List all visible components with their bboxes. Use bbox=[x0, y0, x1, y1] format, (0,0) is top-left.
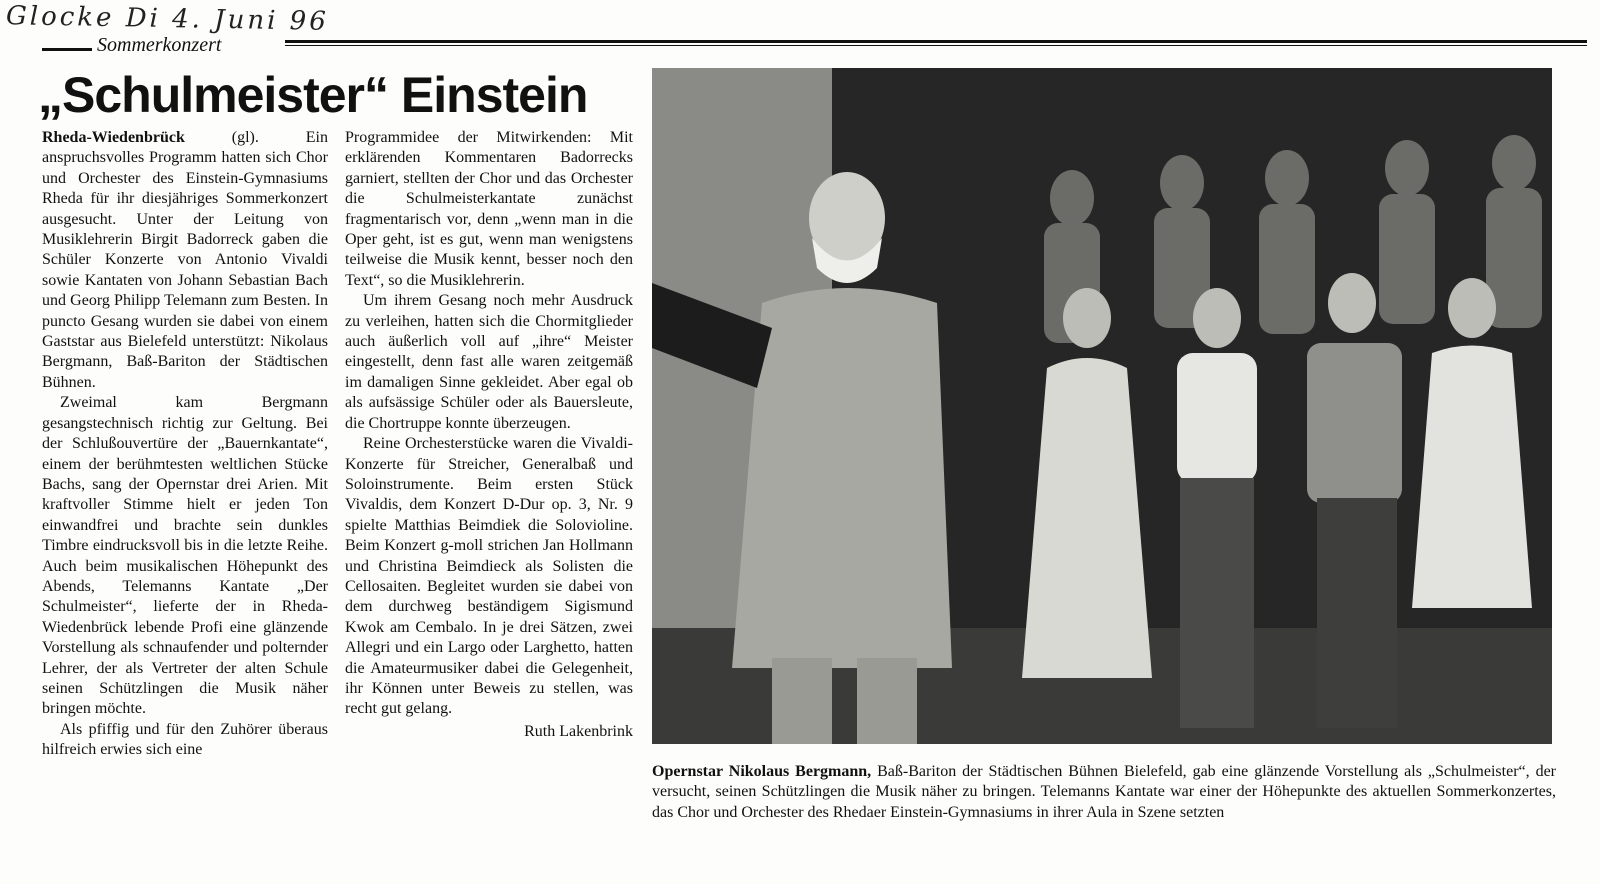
caption-text: Baß-Bariton der Städtischen Bühnen Bielefeld, gab eine glänzende Vorstellung als „Schulmeister“, der versucht, seinen Schützlingen die Musik näher zu bringen. Telemanns Kantate war einer der Höhepunkte des aktuellen Sommerkonzertes, das Chor und Orchester des Rhedaer Einstein-Gymnasiums in ihrer Aula in Szene setzten bbox=[652, 763, 1557, 821]
handwritten-note: Glocke Di 4. Juni 96 bbox=[5, 1, 330, 37]
header-rule-right-thin bbox=[285, 45, 1587, 46]
headline: „Schulmeister“ Einstein bbox=[38, 67, 588, 123]
concert-photo-illustration bbox=[652, 68, 1552, 744]
header-rule-right bbox=[285, 40, 1587, 43]
paragraph: Als pfiffig und für den Zuhörer überaus hilfreich erwies sich eine bbox=[42, 720, 328, 759]
article-column-2 bbox=[345, 128, 633, 742]
photo-caption bbox=[652, 762, 1556, 823]
paragraph: Programmidee der Mitwirkenden: Mit erklärenden Kommentaren Badorrecks garniert, stellten der Chor und das Orchester die Schulmeisterkantate zunächst fragmentarisch vor, denn „wenn man in die Oper geht, ist es gut, wenn man wenigstens teilweise die Musik kennt, besser noch den Text“, so die Musiklehrerin. bbox=[345, 129, 633, 289]
paragraph bbox=[42, 128, 328, 393]
article-column-1 bbox=[42, 128, 328, 761]
concert-photo bbox=[652, 68, 1552, 744]
paragraph: Zweimal kam Bergmann gesangstechnisch richtig zur Geltung. Bei der Schlußouvertüre der „Bauernkantate“, einem der berühmtesten weltlichen Stücke Bachs, sang der Opernstar drei Arien. Mit kraftvoller Stimme hielt er jeden Ton einwandfrei und brachte sein dunkles Timbre eindrucksvoll bis in die letzte Reihe. Auch beim musikalischen Höhepunkt des Abends, Telemanns Kantate „Der Schulmeister“, lieferte der in Rheda-Wiedenbrück lebende Profi eine glänzende Vorstellung als schnaufender und polternder Lehrer, der als Vertreter der alten Schule seinen Schützlingen die Musik näher bringen möchte. bbox=[42, 394, 328, 718]
caption-lead: Opernstar Nikolaus Bergmann, bbox=[652, 763, 872, 780]
paragraph-text: (gl). Ein anspruchsvolles Programm hatten sich Chor und Orchester des Einstein-Gymnasiums Rheda für ihr diesjähriges Sommerkonzert ausgesucht. Unter der Leitung von Musiklehrerin Birgit Badorreck gaben die Schüler Konzerte von Antonio Vivaldi sowie Kantaten von Johann Sebastian Bach und Georg Philipp Telemann zum Besten. In puncto Gesang wurden sie dabei von einem Gaststar aus Bielefeld unterstützt: Nikolaus Bergmann, Baß-Bariton der Städtischen Bühnen. bbox=[42, 129, 328, 391]
header-rule-left bbox=[42, 48, 92, 51]
section-label: Sommerkonzert bbox=[97, 34, 222, 56]
paragraph: Reine Orchesterstücke waren die Vivaldi-Konzerte für Streicher, Generalbaß und Soloinstrumente. Beim ersten Stück Vivaldis, dem Konzert D-Dur op. 3, Nr. 9 spielte Matthias Beimdiek die Solovioline. Beim Konzert g-moll strichen Jan Hollmann und Christina Beimdieck als Solisten die Cellosaiten. Begleitet wurden sie dabei von dem durchweg beständigem Sigismund Kwok am Cembalo. In je drei Sätzen, zwei Allegri und ein Largo oder Larghetto, hatten die Amateurmusiker dabei die Gelegenheit, ihr Können unter Beweis zu stellen, was recht gut gelang. bbox=[345, 435, 633, 718]
dateline: Rheda-Wiedenbrück bbox=[42, 129, 185, 146]
paragraph: Um ihrem Gesang noch mehr Ausdruck zu verleihen, hatten sich die Chormitglieder auch äußerlich voll auf „ihre“ Meister eingestellt, denn fast alle waren zeitgemäß im damaligen Sinne gekleidet. Aber egal ob als aufsässige Schüler oder als Bauersleute, die Chortruppe konnte überzeugen. bbox=[345, 292, 633, 432]
author-byline: Ruth Lakenbrink bbox=[524, 722, 633, 740]
